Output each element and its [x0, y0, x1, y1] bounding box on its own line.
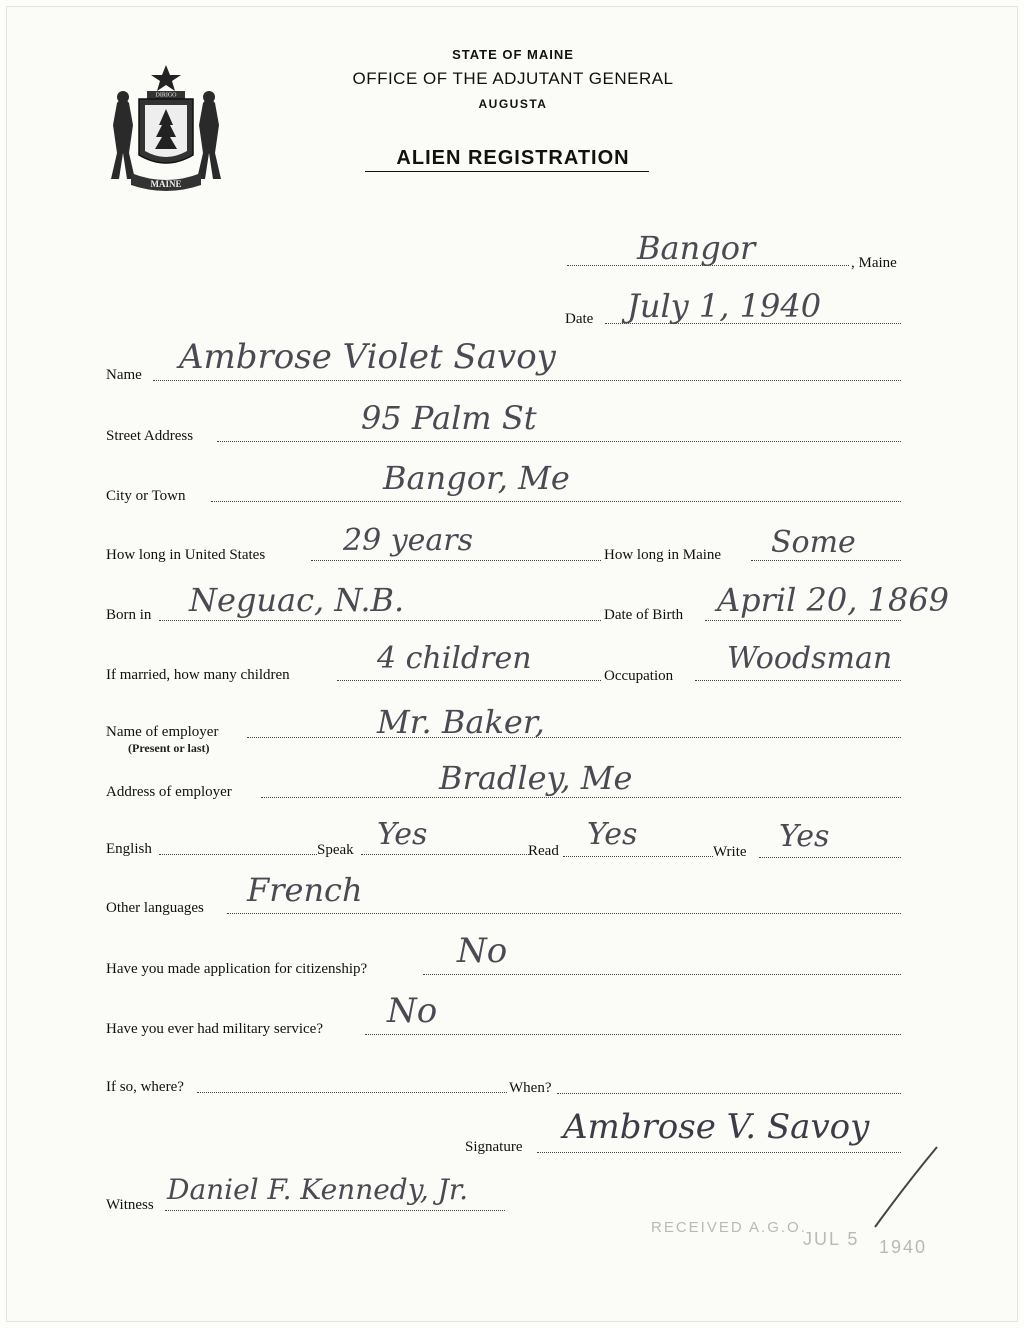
header-office: OFFICE OF THE ADJUTANT GENERAL [352, 69, 674, 88]
signature-value: Ambrose V. Savoy [563, 1107, 870, 1147]
children-value: 4 children [377, 641, 532, 676]
other-languages-value: French [247, 871, 363, 909]
street-label: Street Address [106, 428, 194, 444]
read-label: Read [528, 843, 559, 859]
write-label: Write [713, 844, 747, 860]
title-underline [365, 171, 649, 172]
english-line [159, 854, 317, 855]
received-stamp-date: JUL 5 [803, 1229, 860, 1249]
speak-label: Speak [317, 842, 354, 858]
occupation-value: Woodsman [727, 641, 893, 676]
employer-address-line [261, 797, 901, 798]
how-long-us-line [311, 560, 601, 561]
read-value: Yes [587, 817, 638, 852]
witness-line [165, 1210, 505, 1211]
name-value: Ambrose Violet Savoy [179, 337, 556, 377]
born-in-label: Born in [106, 607, 152, 623]
name-label: Name [106, 367, 142, 383]
street-line [217, 441, 901, 442]
occupation-line [695, 680, 901, 681]
military-value: No [387, 991, 438, 1031]
signature-line [537, 1152, 901, 1153]
place-value: Bangor [637, 229, 756, 267]
how-long-us-label: How long in United States [106, 547, 266, 563]
where-line [197, 1092, 507, 1093]
write-line [759, 857, 901, 858]
read-line [563, 856, 713, 857]
speak-value: Yes [377, 817, 428, 852]
witness-label: Witness [106, 1197, 154, 1213]
citizenship-line [423, 974, 901, 975]
military-label: Have you ever had military service? [106, 1021, 323, 1037]
citizenship-value: No [457, 931, 508, 971]
registration-form [6, 6, 1018, 1322]
other-languages-label: Other languages [106, 900, 204, 916]
maine-label: , Maine [851, 255, 897, 271]
write-value: Yes [779, 819, 830, 854]
when-label: When? [509, 1080, 552, 1096]
citizenship-label: Have you made application for citizenship? [106, 961, 368, 977]
date-label: Date [565, 311, 594, 327]
date-of-birth-label: Date of Birth [604, 607, 684, 623]
born-in-line [159, 620, 601, 621]
seal-motto-text: DIRIGO [155, 92, 177, 99]
if-so-where-label: If so, where? [106, 1079, 184, 1095]
born-in-value: Neguac, N.B. [189, 581, 405, 619]
received-stamp-year: 1940 [879, 1237, 928, 1257]
employer-address-label: Address of employer [106, 784, 232, 800]
children-label: If married, how many children [106, 667, 290, 683]
other-languages-line [227, 913, 901, 914]
street-value: 95 Palm St [361, 399, 537, 437]
employer-line [247, 737, 901, 738]
city-line [211, 501, 901, 502]
date-value: July 1, 1940 [627, 287, 822, 325]
employer-sublabel: (Present or last) [128, 741, 210, 755]
how-long-maine-line [751, 560, 901, 561]
signature-label: Signature [465, 1139, 523, 1155]
header-state: STATE OF MAINE [452, 47, 574, 62]
date-of-birth-value: April 20, 1869 [717, 581, 950, 619]
speak-line [361, 854, 529, 855]
occupation-label: Occupation [604, 668, 674, 684]
when-line [557, 1093, 901, 1094]
employer-address-value: Bradley, Me [439, 759, 633, 797]
seal-banner-text: MAINE [150, 179, 182, 189]
page-title: ALIEN REGISTRATION [396, 147, 630, 169]
witness-value: Daniel F. Kennedy, Jr. [167, 1173, 469, 1206]
employer-value: Mr. Baker, [377, 703, 545, 741]
english-label: English [106, 841, 152, 857]
children-line [337, 680, 601, 681]
city-value: Bangor, Me [383, 459, 570, 497]
signature-flourish [867, 1143, 947, 1233]
header-city: AUGUSTA [478, 97, 548, 111]
how-long-us-value: 29 years [343, 523, 474, 558]
received-stamp: RECEIVED A.G.O. [651, 1219, 807, 1236]
name-line [153, 380, 901, 381]
employer-label: Name of employer [106, 724, 219, 740]
date-of-birth-line [705, 620, 901, 621]
how-long-maine-value: Some [771, 525, 856, 560]
city-label: City or Town [106, 488, 186, 504]
military-line [365, 1034, 901, 1035]
how-long-maine-label: How long in Maine [604, 547, 722, 563]
